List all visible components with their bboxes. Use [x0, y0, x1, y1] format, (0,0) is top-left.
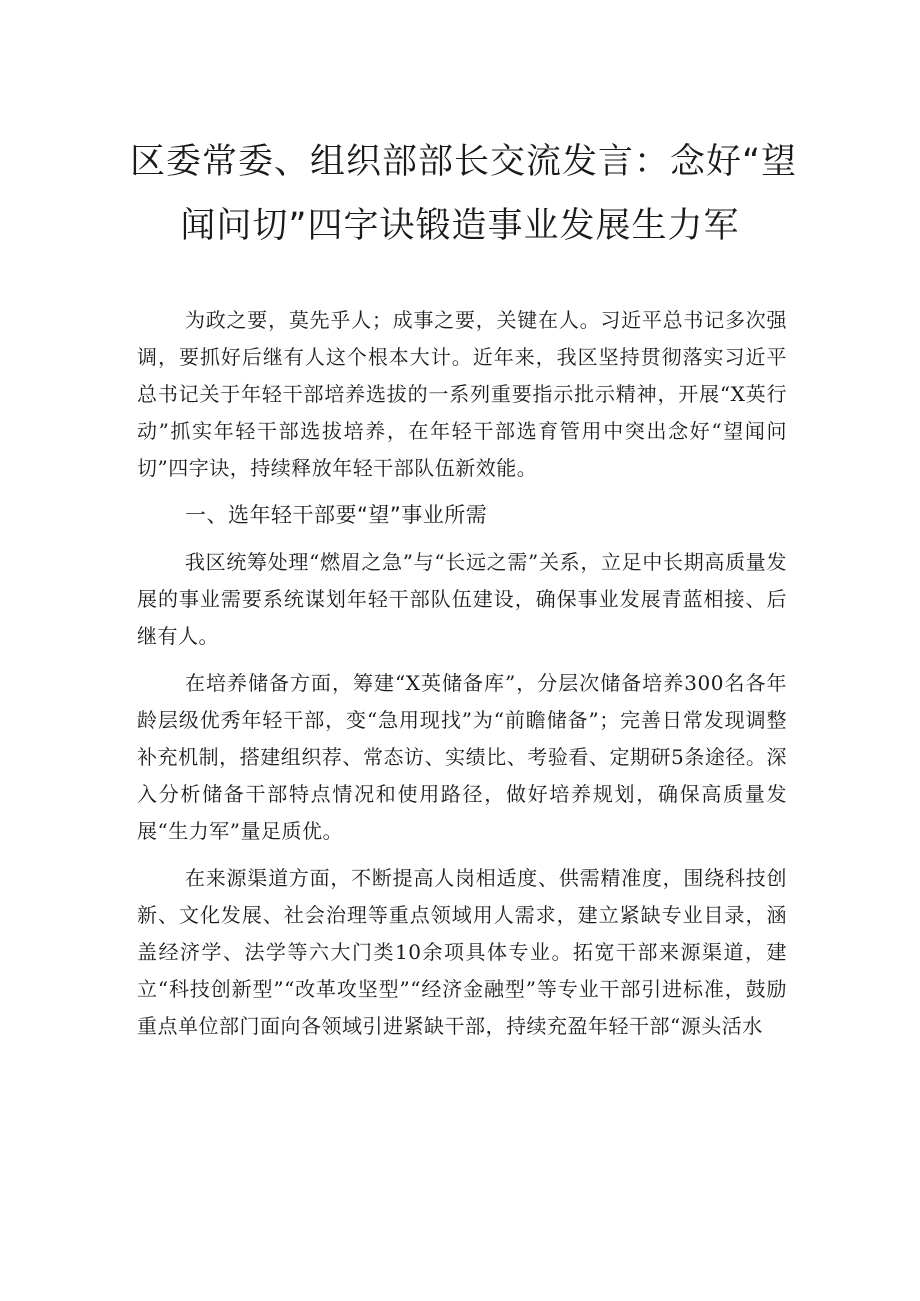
document-body [137, 302, 787, 1055]
section-heading-1: 一、选年轻干部要“望”事业所需 [185, 503, 488, 527]
section-paragraph-2: 在培养储备方面，筹建“X英储备库”，分层次储备培养300名各年龄层级优秀年轻干部，变“急用现找”为“前瞻储备”；完善日常发现调整补充机制，搭建组织荐、常态访、实绩比、考验看、定期研5条途径。深入分析储备干部特点情况和使用路径，做好培养规划，确保高质量发展“生力军”量足质优。 [137, 671, 787, 843]
title-line-2: 闻问切”四字诀锻造事业发展生力军 [180, 206, 740, 246]
document-title [130, 130, 798, 258]
intro-paragraph: 为政之要，莫先乎人；成事之要，关键在人。习近平总书记多次强调，要抓好后继有人这个根本大计。近年来，我区坚持贯彻落实习近平总书记关于年轻干部培养选拔的一系列重要指示批示精神，开展“X英行动”抓实年轻干部选拔培养，在年轻干部选育管用中突出念好“望闻问切”四字诀，持续释放年轻干部队伍新效能。 [137, 308, 787, 480]
title-line-1: 区委常委、组织部部长交流发言：念好“望 [130, 142, 798, 182]
section-paragraph-1: 我区统筹处理“燃眉之急”与“长远之需”关系，立足中长期高质量发展的事业需要系统谋划年轻干部队伍建设，确保事业发展青蓝相接、后继有人。 [137, 550, 787, 648]
section-paragraph-3: 在来源渠道方面，不断提高人岗相适度、供需精准度，围绕科技创新、文化发展、社会治理等重点领域用人需求，建立紧缺专业目录，涵盖经济学、法学等六大门类10余项具体专业。拓宽干部来源渠道，建立“科技创新型”“改革攻坚型”“经济金融型”等专业干部引进标准，鼓励重点单位部门面向各领域引进紧缺干部，持续充盈年轻干部“源头活水 [137, 866, 787, 1038]
